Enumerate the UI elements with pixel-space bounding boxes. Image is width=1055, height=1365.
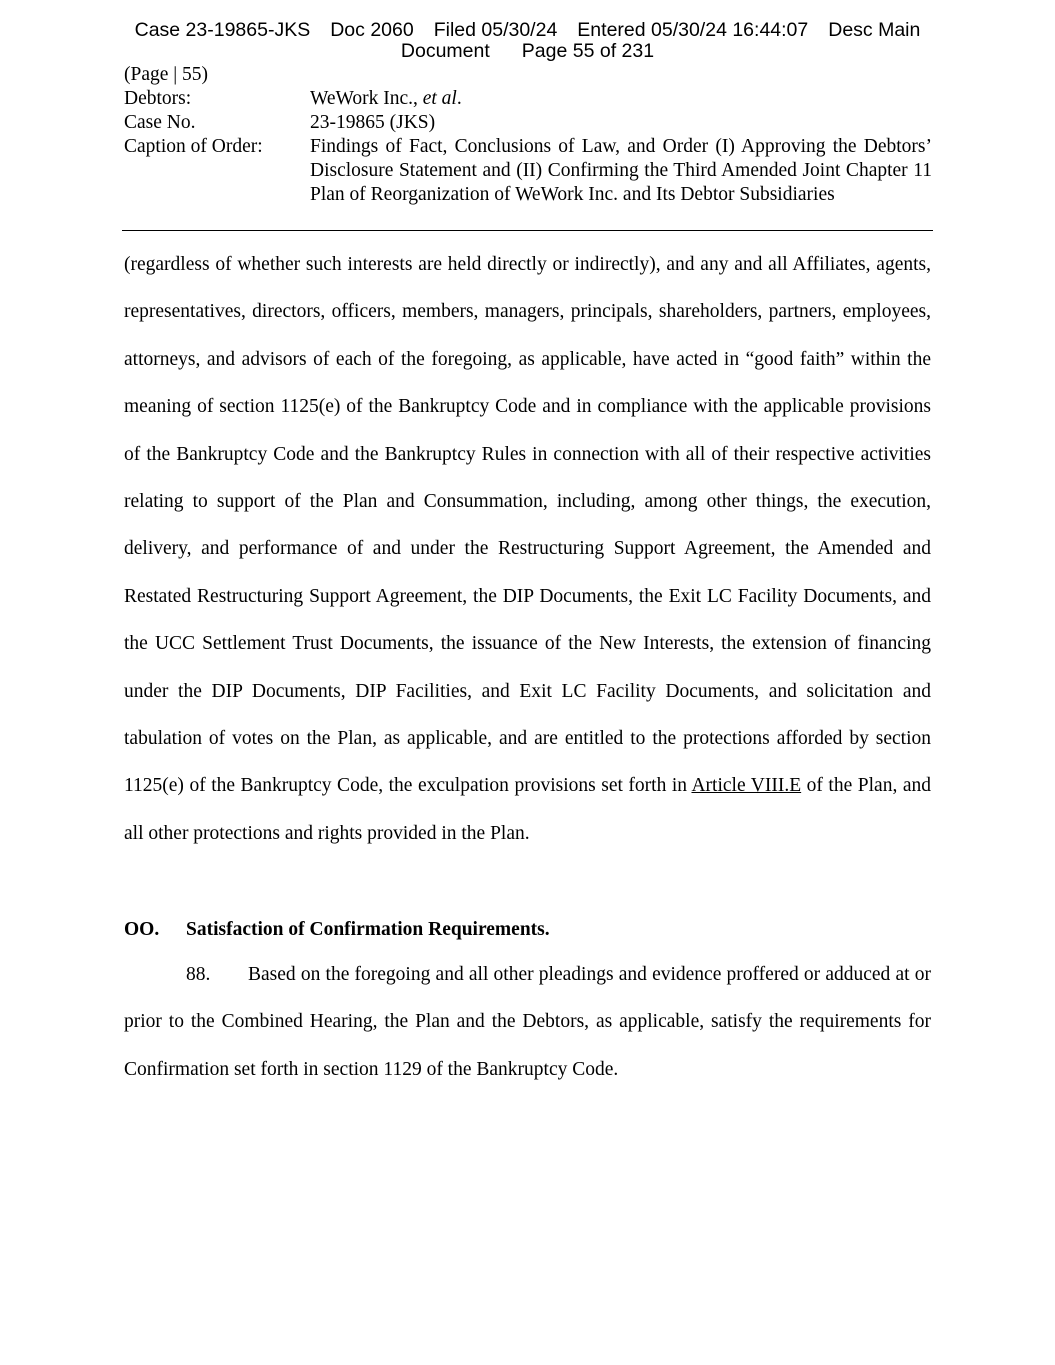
order-value: Findings of Fact, Conclusions of Law, and Order (I) Approving the Debtors’ Disclosure Statement and (II) Confirming the Third Amended Joint Chapter 11 Plan of Reorganization of WeWork Inc. and Its Debtor Subsidiaries — [310, 136, 932, 205]
order-row — [124, 135, 932, 207]
section-number: OO. — [124, 919, 160, 940]
order-label: Caption of Order: — [124, 136, 263, 157]
article-reference: Article VIII.E — [691, 775, 802, 797]
debtors-label: Debtors: — [124, 88, 192, 109]
document-label: Document — [400, 40, 490, 62]
numbered-paragraph — [124, 951, 931, 1093]
section-heading — [124, 915, 931, 945]
para2-text: Based on the foregoing and all other pleadings and evidence proffered or adduced at or prior to the Combined Hearing, the Plan and the Debtors, as applicable, satisfy the requirements for Confirmation set forth in section 1129 of the Bankruptcy Code. — [124, 964, 931, 1080]
debtors-etal: et al — [422, 88, 457, 109]
case-row — [124, 111, 932, 135]
case-label: Case No. — [124, 112, 196, 133]
paragraph-continuation — [124, 241, 931, 857]
paragraph-number: 88. — [186, 964, 211, 985]
filed-date: Filed 05/30/24 — [433, 19, 558, 41]
case-number: Case 23-19865-JKS — [134, 19, 311, 41]
caption-divider — [122, 230, 933, 231]
para1-text-a: (regardless of whether such interests are held directly or indirectly), and any and all Affiliates, agents, representatives, directors, officers, members, managers, principals, shareholders, partners, employees, attorneys, and advisors of each of the foregoing, as applicable, have acted in “good faith” within the meaning of section 1125(e) of the Bankruptcy Code and in compliance with the applicable provisions of the Bankruptcy Code and the Bankruptcy Rules in connection with all of their respective activities relating to support of the Plan and Consummation, including, among other things, the execution, delivery, and performance of and under the Restructuring Support Agreement, the Amended and Restated Restructuring Support Agreement, the DIP Documents, the Exit LC Facility Documents, and the UCC Settlement Trust Documents, the issuance of the New Interests, the extension of financing under the DIP Documents, DIP Facilities, and Exit LC Facility Documents, and solicitation and tabulation of votes on the Plan, as applicable, and are entitled to the protections afforded by section 1125(e) of the Bankruptcy Code, the exculpation provisions set forth in — [124, 254, 931, 797]
debtors-row — [124, 87, 932, 111]
entered-date: Entered 05/30/24 16:44:07 — [577, 19, 809, 41]
page-count: Page 55 of 231 — [521, 40, 655, 62]
body-paragraph-1 — [124, 241, 931, 857]
section-title: Satisfaction of Confirmation Requirements. — [186, 919, 550, 940]
filing-stamp — [0, 20, 1055, 62]
debtors-name: WeWork Inc., — [310, 88, 423, 109]
desc-main: Desc Main — [828, 19, 921, 41]
body-paragraph-2 — [124, 951, 931, 1093]
case-value: 23-19865 (JKS) — [310, 112, 436, 133]
filing-stamp-line-1 — [0, 20, 1055, 41]
filing-stamp-line-2 — [0, 41, 1055, 62]
case-caption — [124, 63, 932, 207]
debtors-value — [310, 87, 932, 111]
doc-number: Doc 2060 — [330, 19, 414, 41]
page-ref: (Page | 55) — [124, 64, 209, 85]
para1-text-b: of the Plan, and all other protections and rights provided in the Plan. — [124, 775, 931, 844]
debtors-period: . — [456, 88, 462, 109]
page-ref-row — [124, 63, 932, 87]
